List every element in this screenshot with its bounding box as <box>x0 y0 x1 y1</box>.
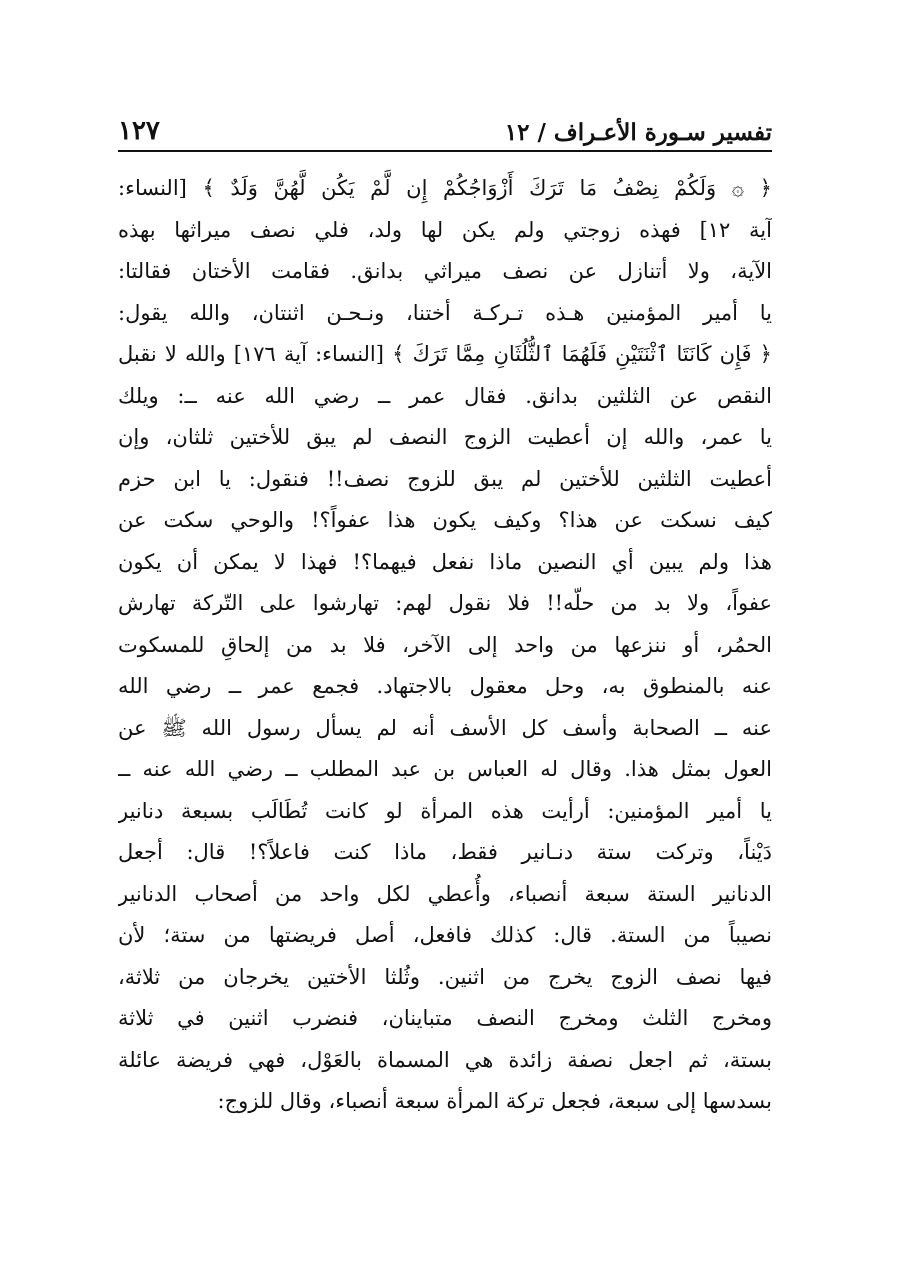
text-line: يا أمير المؤمنين هـذه تـركـة أختنا، ونـحـن اثنتان، والله يقول: <box>118 300 772 325</box>
text-line: عنه ــ الصحابة وأسف كل الأسف أنه لم يسأل رسول الله ﷺ عن <box>118 715 772 740</box>
text-line: الحمُر، أو ننزعها من واحد إلى الآخر، فلا بد من إلحاقِ للمسكوت <box>118 632 772 657</box>
header-divider <box>118 150 772 152</box>
text-line: دَيْناً، وتركت ستة دنـانير فقط، ماذا كنت فاعلاً؟! قال: أجعل <box>118 840 772 864</box>
text-line: يا أمير المؤمنين: أرأيت هذه المرأة لو كانت تُطَالَب بسبعة دنانير <box>118 798 772 823</box>
page-number: ١٢٧ <box>118 116 160 146</box>
text-line: ﴿ فَإِن كَانَتَا ٱثْنَتَيْنِ فَلَهُمَا ٱلثُّلُثَانِ مِمَّا تَرَكَ ﴾ [النساء: آية ١٧٦] والله لا نقبل <box>118 342 772 366</box>
text-line: الآية، ولا أتنازل عن نصف ميراثي بدانق. فقامت الأختان فقالتا: <box>118 259 772 283</box>
text-line: نصيباً من الستة. قال: كذلك فافعل، أصل فريضتها من ستة؛ لأن <box>118 923 772 947</box>
text-line: عفواً، ولا بد من حلّه!! فلا نقول لهم: تهارشوا على التّركة تهارش <box>118 591 772 615</box>
text-line: بستة، ثم اجعل نصفة زائدة هي المسماة بالعَوْل، فهي فريضة عائلة <box>118 1047 772 1072</box>
text-line: هذا ولم يبين أي النصين ماذا نفعل فيهما؟! فهذا لا يمكن أن يكون <box>118 549 772 574</box>
page-header <box>118 112 772 146</box>
text-line: العول بمثل هذا. وقال له العباس بن عبد المطلب ــ رضي الله عنه ــ <box>118 757 772 781</box>
text-line: النقص عن الثلثين بدانق. فقال عمر ــ رضي الله عنه ــ: ويلك <box>118 383 772 408</box>
text-line: ﴿ ۞ وَلَكُمْ نِصْفُ مَا تَرَكَ أَزْوَاجُكُمْ إِن لَّمْ يَكُن لَّهُنَّ وَلَدٌ ﴾ [النساء: <box>118 176 772 200</box>
text-line: فيها نصف الزوج يخرج من اثنين. وثُلثا الأختين يخرجان من ثلاثة، <box>118 964 772 989</box>
text-line: كيف نسكت عن هذا؟ وكيف يكون هذا عفواً؟! والوحي سكت عن <box>118 508 772 532</box>
text-line: يا عمر، والله إن أعطيت الزوج النصف لم يبق للأختين ثلثان، وإن <box>118 425 772 449</box>
text-line: ومخرج الثلث ومخرج النصف متباينان، فنضرب اثنين في ثلاثة <box>118 1006 772 1030</box>
text-line: عنه بالمنطوق به، وحل معقول بالاجتهاد. فجمع عمر ــ رضي الله <box>118 674 772 698</box>
text-line: أعطيت الثلثين للأختين لم يبق للزوج نصف!! فنقول: يا ابن حزم <box>118 466 772 491</box>
body-text <box>118 168 772 1123</box>
text-line: الدنانير الستة سبعة أنصباء، وأُعطي لكل واحد من أصحاب الدنانير <box>118 881 772 906</box>
text-line: آية ١٢] فهذه زوجتي ولم يكن لها ولد، فلي نصف ميراثها بهذه <box>118 217 772 242</box>
text-line: بسدسها إلى سبعة، فجعل تركة المرأة سبعة أنصباء، وقال للزوج: <box>217 1089 772 1113</box>
running-title: تفسير سـورة الأعـراف / ١٢ <box>504 119 772 146</box>
